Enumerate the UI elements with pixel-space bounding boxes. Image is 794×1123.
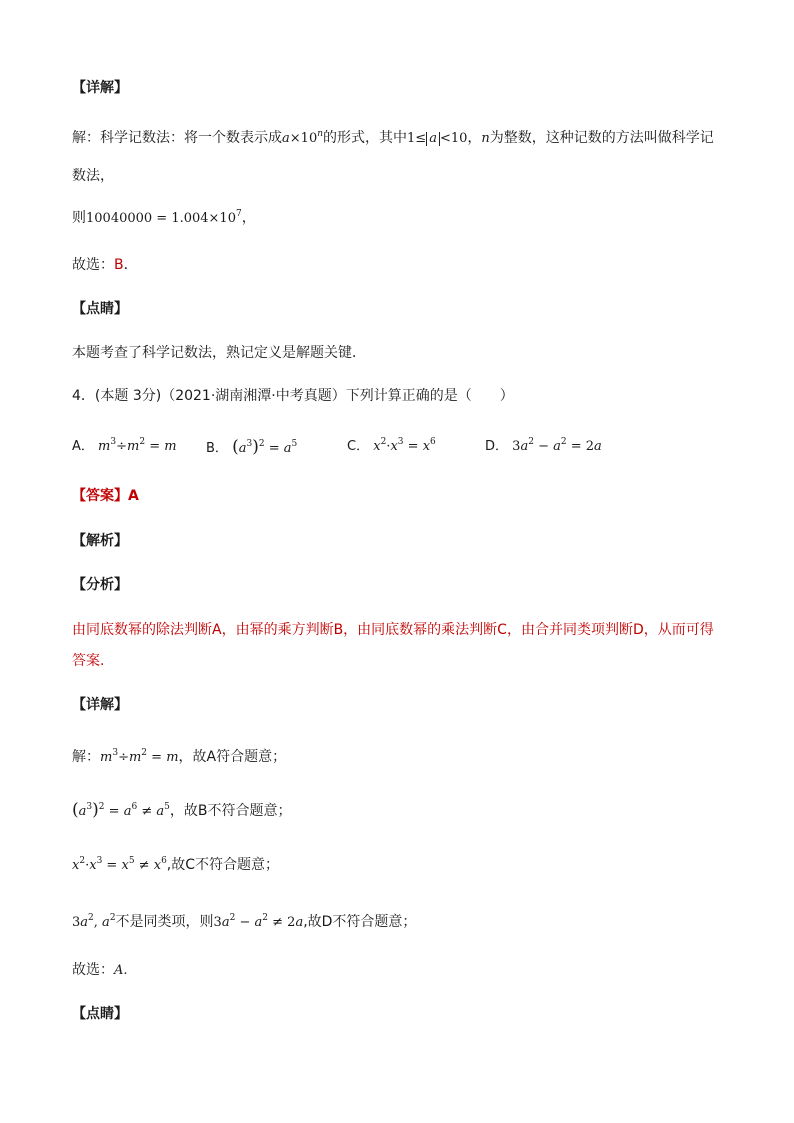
math-expression: $3a^2 - a^2 \ne 2a$ <box>213 913 304 930</box>
option-b-math: $(a^3)^2 = a^5$ <box>232 437 298 457</box>
text: 不是同类项，则 <box>115 914 214 930</box>
math-expression: $a\times 10^n$ <box>282 129 324 146</box>
heading-analysis: 【解析】 <box>72 533 128 549</box>
math-expression <box>86 211 242 226</box>
text: 解：科学记数法：将一个数表示成 <box>72 130 282 146</box>
exponent: 7 <box>235 209 242 219</box>
heading-answer: 【答案】A <box>72 488 139 504</box>
text: 故选： <box>72 257 114 273</box>
analysis-text-line-2: 答案. <box>72 653 105 669</box>
choice-value: B <box>114 257 124 273</box>
option-label: A． <box>72 439 94 454</box>
option-d-math: $3a^2 - a^2 = 2a$ <box>512 437 602 454</box>
option-a-math: $m^3\div m^2 = m$ <box>98 437 177 454</box>
text: ，故A符合题意； <box>178 749 287 765</box>
question-stem: 4．(本题 3分)（2021·湖南湘潭·中考真题）下列计算正确的是（ ） <box>72 388 514 404</box>
heading-detail-2: 【详解】 <box>72 697 128 713</box>
math-expression: $(a^3)^2 = a^6 \ne a^5$ <box>72 800 170 820</box>
option-c <box>347 436 436 458</box>
heading-comment-2: 【点睛】 <box>72 1006 128 1022</box>
option-c-math: $x^2\cdot x^3 = x^6$ <box>373 437 436 454</box>
detail-line-a <box>72 747 286 768</box>
option-label: B． <box>206 441 228 456</box>
solution-definition-line: 解：科学记数法：将一个数表示成$a\times 10^n$的形式，其中1≤ a <10，n为整数，这种记数的方法叫做科学记 <box>72 129 714 146</box>
text: 则 <box>72 210 86 226</box>
text: ，故B不符合题意； <box>169 803 292 819</box>
heading-comment: 【点睛】 <box>72 301 128 317</box>
detail-line-c <box>72 855 279 876</box>
math-expression: $x^2\cdot x^3 = x^5 \ne x^6$ <box>72 856 167 873</box>
solution-choice-line <box>72 255 138 275</box>
math-expression: $m^3\div m^2 = m$ <box>100 748 179 765</box>
choice-value: A. <box>114 963 128 978</box>
option-b <box>206 436 297 460</box>
text: ,故C不符合题意； <box>166 857 280 873</box>
text: ， <box>241 210 256 226</box>
text: 为整数，这种记数的方法叫做科学记 <box>489 130 714 146</box>
detail-choice-line <box>72 960 128 981</box>
option-label: C． <box>347 439 370 454</box>
solution-definition-line-2: 数法， <box>72 168 114 184</box>
comment-text: 本题考查了科学记数法，熟记定义是解题关键． <box>72 345 366 361</box>
detail-line-d <box>72 912 416 933</box>
solution-calculation-line <box>72 208 256 229</box>
text: 的形式，其中 <box>323 130 408 146</box>
math-expression: $3a^2$, $a^2$ <box>72 913 116 930</box>
detail-line-b <box>72 800 291 822</box>
analysis-text-line-1: 由同底数幂的除法判断A，由幂的乘方判断B，由同底数幂的乘法判断C，由合并同类项判断D，从而可得 <box>72 622 714 638</box>
math-n: n <box>481 131 490 146</box>
heading-analyze: 【分析】 <box>72 577 128 593</box>
text: ,故D不符合题意； <box>303 914 417 930</box>
math-condition: 1≤ a <10 <box>407 131 468 146</box>
text: 故选： <box>72 962 114 978</box>
heading-detail: 【详解】 <box>72 80 128 96</box>
text: 10040000 = 1.004×10 <box>86 211 236 226</box>
text: 解： <box>72 749 100 765</box>
option-label: D． <box>485 439 509 454</box>
option-d <box>485 436 602 458</box>
text: ． <box>123 257 138 273</box>
option-a <box>72 436 177 458</box>
